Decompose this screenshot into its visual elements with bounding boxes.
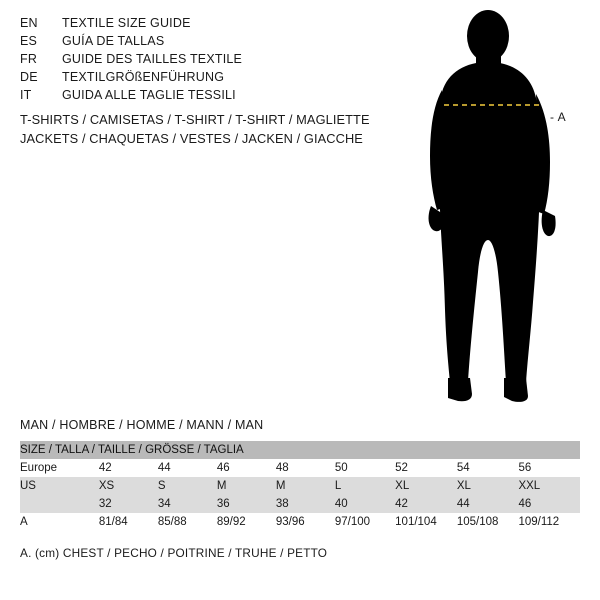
language-row [20, 88, 420, 106]
cell: XS [99, 477, 158, 495]
language-text: GUÍA DE TALLAS [62, 34, 165, 48]
cell: 85/88 [158, 513, 217, 531]
row-label: A [20, 513, 99, 531]
cell: 105/108 [457, 513, 519, 531]
table-header-label: SIZE / TALLA / TAILLE / GRÖSSE / TAGLIA [20, 441, 580, 459]
category-line-jackets: JACKETS / CHAQUETAS / VESTES / JACKEN / GIACCHE [20, 131, 363, 146]
row-label: US [20, 477, 99, 495]
language-row [20, 34, 420, 52]
cell: 42 [99, 459, 158, 477]
cell: 38 [276, 495, 335, 513]
language-code: DE [20, 70, 38, 84]
cell: 42 [395, 495, 457, 513]
row-label [20, 495, 99, 513]
cell: XL [457, 477, 519, 495]
cell: S [158, 477, 217, 495]
table-row [20, 495, 580, 513]
footnote: A. (cm) CHEST / PECHO / POITRINE / TRUHE / PETTO [20, 546, 328, 560]
cell: 44 [158, 459, 217, 477]
cell: 50 [335, 459, 395, 477]
category-line-tshirts: T-SHIRTS / CAMISETAS / T-SHIRT / T-SHIRT / MAGLIETTE [20, 112, 370, 127]
cell: 56 [518, 459, 580, 477]
language-code: EN [20, 16, 38, 30]
cell: 46 [217, 459, 276, 477]
cell: 89/92 [217, 513, 276, 531]
cell: 97/100 [335, 513, 395, 531]
table-row [20, 477, 580, 495]
category-list [20, 110, 440, 148]
cell: L [335, 477, 395, 495]
table-row [20, 513, 580, 531]
silhouette-svg [400, 10, 600, 410]
language-row [20, 70, 420, 88]
row-label: Europe [20, 459, 99, 477]
gender-title: MAN / HOMBRE / HOMME / MANN / MAN [20, 418, 264, 432]
language-text: GUIDA ALLE TAGLIE TESSILI [62, 88, 236, 102]
cell: 46 [518, 495, 580, 513]
table-header-row [20, 441, 580, 459]
cell: 40 [335, 495, 395, 513]
cell: 101/104 [395, 513, 457, 531]
cell: XXL [518, 477, 580, 495]
language-code: FR [20, 52, 38, 66]
language-text: TEXTILGRÖßENFÜHRUNG [62, 70, 225, 84]
male-silhouette-figure [400, 10, 600, 410]
cell: 52 [395, 459, 457, 477]
language-code: ES [20, 34, 38, 48]
cell: 93/96 [276, 513, 335, 531]
cell: XL [395, 477, 457, 495]
language-code: IT [20, 88, 32, 102]
language-row [20, 16, 420, 34]
cell: M [217, 477, 276, 495]
cell: 44 [457, 495, 519, 513]
cell: M [276, 477, 335, 495]
language-list [20, 16, 420, 106]
table-row [20, 459, 580, 477]
cell: 32 [99, 495, 158, 513]
cell: 48 [276, 459, 335, 477]
cell: 34 [158, 495, 217, 513]
cell: 36 [217, 495, 276, 513]
cell: 81/84 [99, 513, 158, 531]
cell: 109/112 [518, 513, 580, 531]
language-text: GUIDE DES TAILLES TEXTILE [62, 52, 243, 66]
measure-label-a: - A [550, 110, 567, 124]
size-table [20, 441, 580, 531]
language-text: TEXTILE SIZE GUIDE [62, 16, 191, 30]
cell: 54 [457, 459, 519, 477]
language-row [20, 52, 420, 70]
